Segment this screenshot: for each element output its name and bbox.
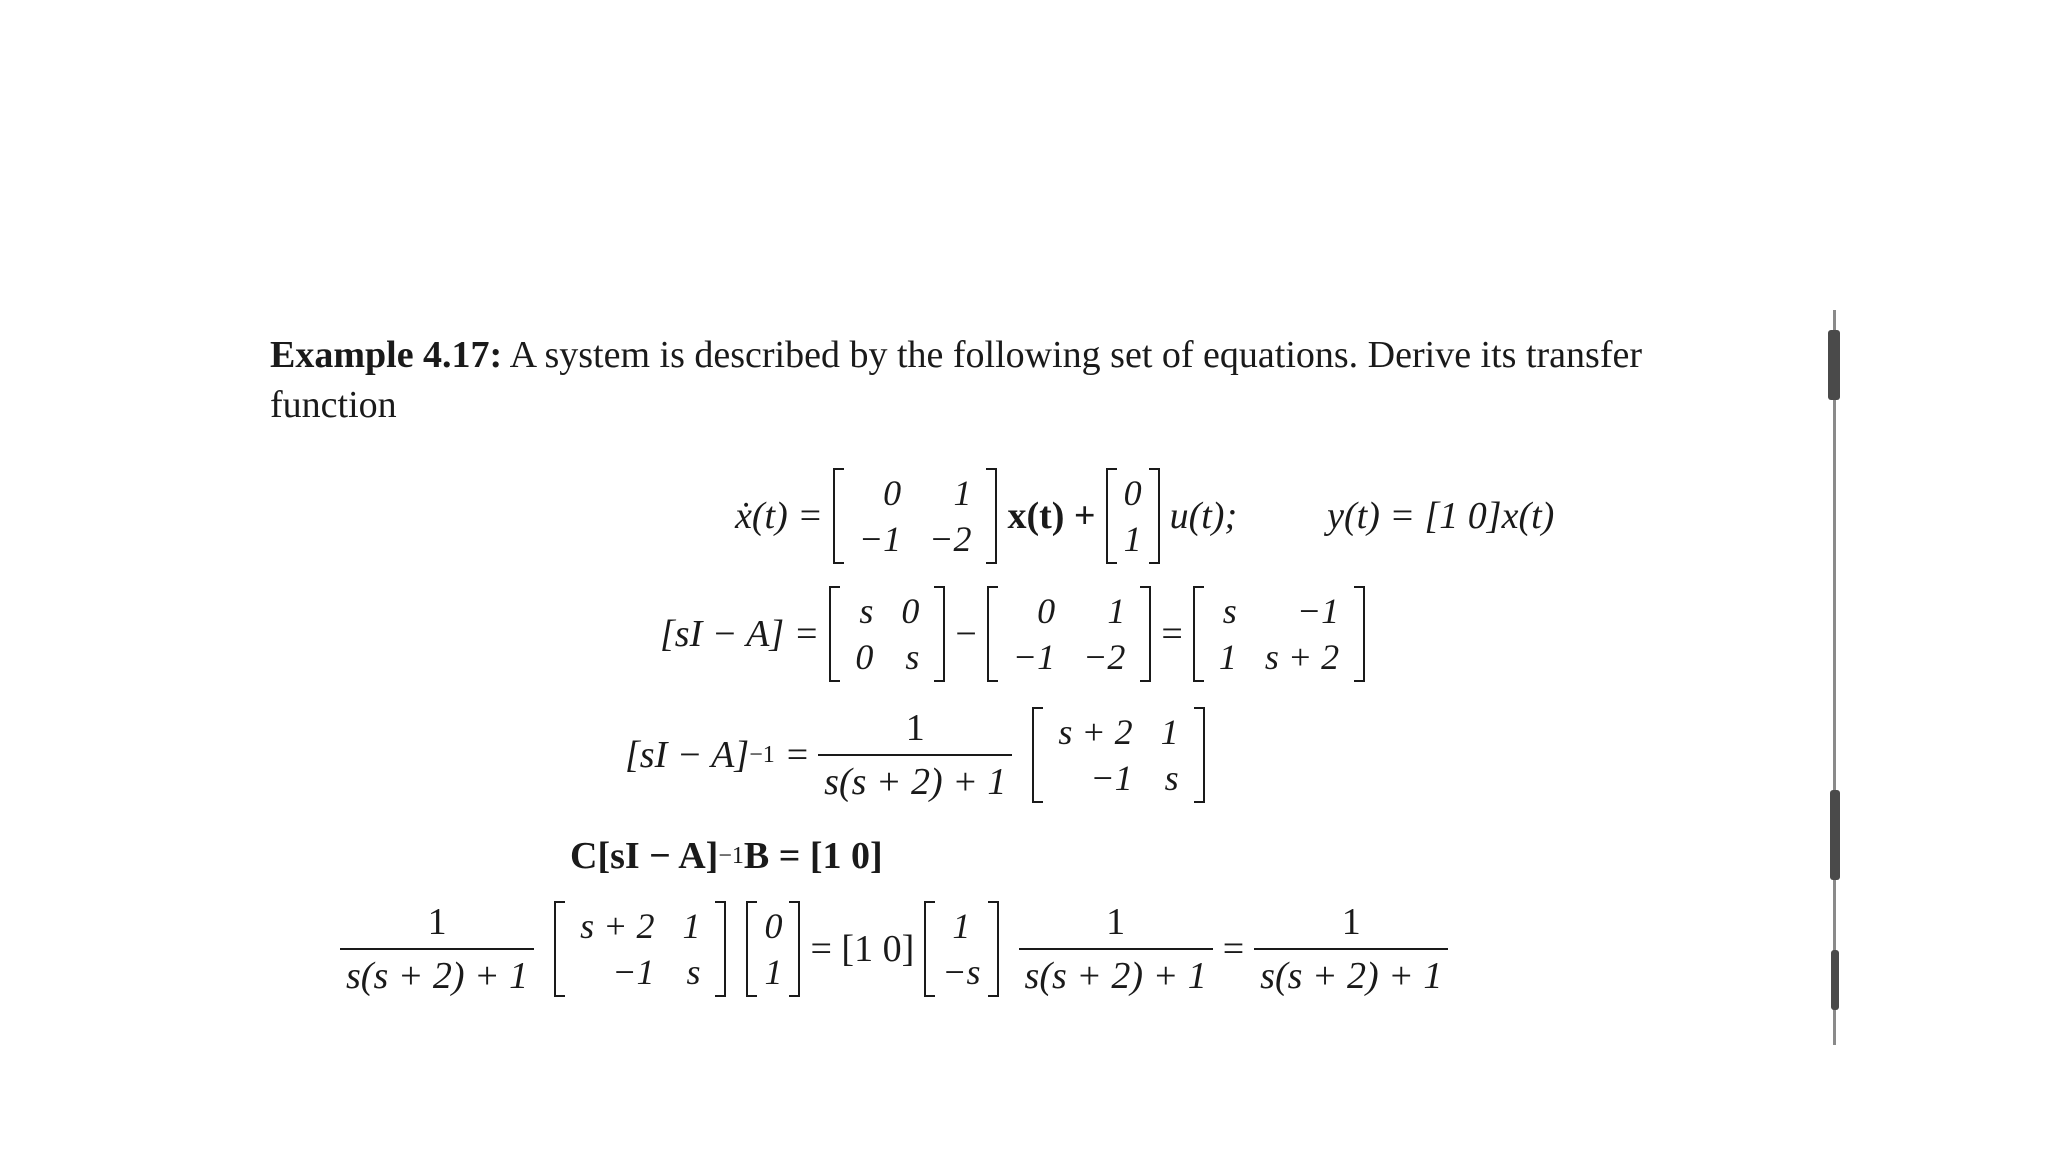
matrix-cell: s (1222, 591, 1237, 631)
final-row-vector: = [1 0] (810, 928, 915, 970)
minus-sign: − (955, 613, 977, 655)
si-minus-a-lhs: [sI − A] = (660, 613, 820, 655)
scan-page-edge (1830, 310, 1838, 1045)
final-fraction-3 (1254, 900, 1448, 998)
matrix-cell: s (905, 637, 920, 677)
final-numerator-3: 1 (1341, 901, 1361, 943)
matrix-cell: s (686, 952, 701, 992)
inverse-exponent: −1 (749, 741, 775, 768)
matrix-adjugate-repeat (554, 901, 726, 997)
final-result-equation (330, 900, 1458, 998)
matrix-cell: s + 2 (580, 906, 655, 946)
matrix-cell: −1 (1296, 591, 1340, 631)
example-statement (270, 330, 1730, 430)
matrix-cell: 1 (1107, 591, 1126, 631)
transfer-product-exponent: −1 (718, 842, 744, 869)
matrix-cell: 1 (764, 952, 783, 992)
final-numerator-1: 1 (427, 901, 447, 943)
example-label: Example 4.17: (270, 334, 503, 376)
state-term: x(t) + (1007, 495, 1096, 537)
si-minus-a-equation (660, 586, 1375, 682)
state-derivative-lhs: ẋ(t) = (735, 495, 823, 537)
matrix-cell: −1 (858, 519, 902, 559)
final-denominator-1: s(s + 2) + 1 (340, 948, 534, 998)
matrix-cell: 0 (901, 591, 920, 631)
inverse-numerator: 1 (905, 707, 925, 749)
matrix-sI (829, 586, 945, 682)
matrix-cell: 1 (953, 473, 972, 513)
matrix-cell: 1 (1218, 637, 1237, 677)
matrix-cell: 0 (883, 473, 902, 513)
final-fraction-2 (1019, 900, 1213, 998)
transfer-product-lhs: C[sI − A] (570, 835, 719, 877)
matrix-cell: 0 (764, 906, 783, 946)
matrix-cell: −s (942, 952, 981, 992)
matrix-cell: 1 (952, 906, 971, 946)
matrix-cell: 0 (1123, 473, 1142, 513)
matrix-B (1106, 468, 1160, 564)
matrix-cell: −2 (1083, 637, 1126, 677)
matrix-B-repeat (746, 901, 800, 997)
state-equation (735, 468, 1554, 564)
matrix-si-minus-a-result (1193, 586, 1365, 682)
final-denominator-3: s(s + 2) + 1 (1254, 948, 1448, 998)
input-term: u(t); (1169, 495, 1238, 537)
matrix-cell: 0 (855, 637, 874, 677)
inverse-equation (625, 706, 1215, 804)
matrix-A-repeat (987, 586, 1152, 682)
inverse-fraction (818, 706, 1012, 804)
example-text: A system is described by the following set of equations. Derive its transfer function (270, 334, 1642, 426)
matrix-column-vector (924, 901, 998, 997)
final-numerator-2: 1 (1106, 901, 1126, 943)
final-equals: = (1222, 928, 1245, 970)
matrix-cell: s (1164, 758, 1179, 798)
matrix-cell: 1 (1123, 519, 1142, 559)
transfer-product-equation (570, 834, 883, 878)
matrix-adjugate (1032, 707, 1204, 803)
output-equation: y(t) = [1 0]x(t) (1327, 495, 1555, 537)
final-denominator-2: s(s + 2) + 1 (1019, 948, 1213, 998)
matrix-cell: s + 2 (1264, 637, 1340, 677)
matrix-cell: s + 2 (1058, 712, 1133, 752)
matrix-A (833, 468, 998, 564)
matrix-cell: s (859, 591, 874, 631)
inverse-lhs: [sI − A] (625, 734, 750, 776)
matrix-cell: −1 (612, 952, 655, 992)
matrix-cell: −2 (929, 519, 972, 559)
matrix-cell: 1 (682, 906, 701, 946)
final-fraction-1 (340, 900, 534, 998)
matrix-cell: −1 (1012, 637, 1056, 677)
matrix-cell: −1 (1090, 758, 1133, 798)
matrix-cell: 1 (1160, 712, 1179, 752)
inverse-equals: = (786, 734, 809, 776)
transfer-product-rest: B = [1 0] (743, 835, 883, 877)
inverse-denominator: s(s + 2) + 1 (818, 754, 1012, 804)
equals-sign: = (1161, 613, 1183, 655)
matrix-cell: 0 (1037, 591, 1056, 631)
